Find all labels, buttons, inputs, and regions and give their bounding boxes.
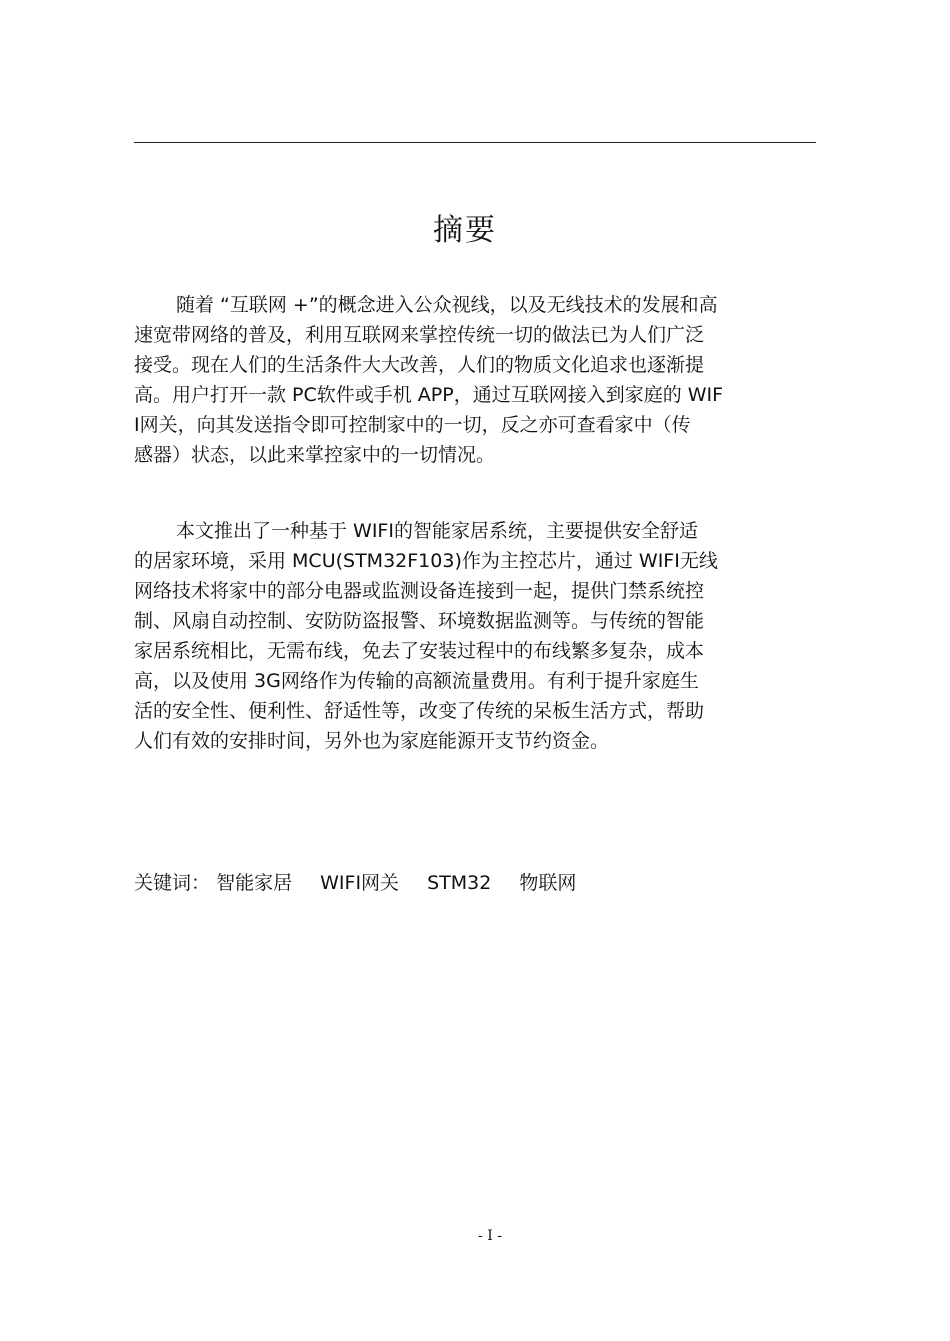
keyword-item: 物联网 bbox=[519, 872, 577, 894]
paragraph-line: 本文推出了一种基于 WIFI的智能家居系统，主要提供安全舒适 bbox=[176, 520, 698, 542]
keywords-label: 关键词： bbox=[134, 872, 211, 894]
paragraph-line: 感器）状态，以此来掌控家中的一切情况。 bbox=[134, 444, 496, 466]
keywords-line bbox=[134, 868, 576, 898]
paragraph-line: 活的安全性、便利性、舒适性等，改变了传统的呆板生活方式，帮助 bbox=[134, 700, 705, 722]
abstract-heading: 摘要 bbox=[433, 213, 497, 248]
keyword-item: WIFI网关 bbox=[320, 872, 400, 894]
paragraph-line: 家居系统相比，无需布线，免去了安装过程中的布线繁多复杂，成本 bbox=[134, 640, 705, 662]
header-rule bbox=[134, 142, 816, 143]
page-number: - I - bbox=[478, 1228, 502, 1244]
paragraph-line: 高。用户打开一款 PC软件或手机 APP，通过互联网接入到家庭的 WIF bbox=[134, 384, 724, 406]
paragraph-line: 高，以及使用 3G网络作为传输的高额流量费用。有利于提升家庭生 bbox=[134, 670, 699, 692]
paragraph-line: 制、风扇自动控制、安防防盗报警、环境数据监测等。与传统的智能 bbox=[134, 610, 705, 632]
keyword-item: STM32 bbox=[427, 872, 492, 894]
abstract-paragraph-1 bbox=[134, 290, 800, 470]
paragraph-line: 速宽带网络的普及，利用互联网来掌控传统一切的做法已为人们广泛 bbox=[134, 324, 705, 346]
paragraph-line: 人们有效的安排时间，另外也为家庭能源开支节约资金。 bbox=[134, 730, 610, 752]
paragraph-line: 的居家环境，采用 MCU(STM32F103)作为主控芯片，通过 WIFI无线 bbox=[134, 550, 718, 572]
paragraph-line: 随着 “互联网 +”的概念进入公众视线，以及无线技术的发展和高 bbox=[176, 294, 718, 316]
paragraph-line: I网关，向其发送指令即可控制家中的一切，反之亦可查看家中（传 bbox=[134, 414, 691, 436]
abstract-paragraph-2 bbox=[134, 516, 800, 756]
paragraph-line: 接受。现在人们的生活条件大大改善，人们的物质文化追求也逐渐提 bbox=[134, 354, 705, 376]
keyword-item: 智能家居 bbox=[216, 872, 293, 894]
paragraph-line: 网络技术将家中的部分电器或监测设备连接到一起，提供门禁系统控 bbox=[134, 580, 705, 602]
